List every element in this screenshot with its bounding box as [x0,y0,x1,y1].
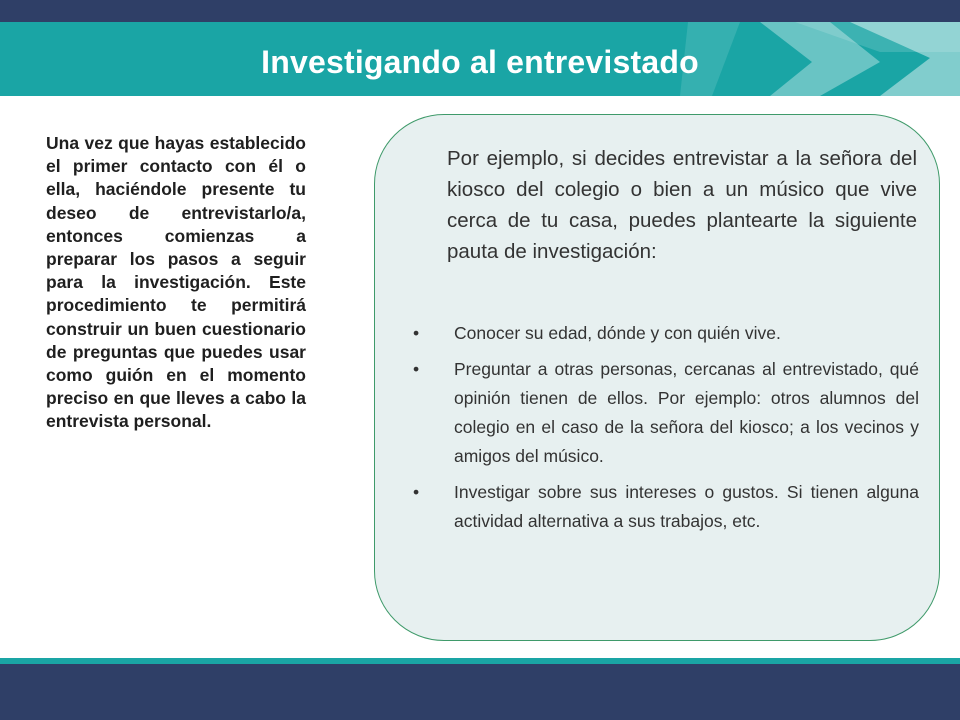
top-navy-bar [0,0,960,22]
bullet-icon: • [413,323,420,343]
bullet-icon: • [413,482,420,502]
list-item [413,319,919,348]
panel-intro-text: Por ejemplo, si decides entrevistar a la señora del kiosco del colegio o bien a un músico que vive cerca de tu casa, puedes plantearte la siguiente pauta de investigación: [447,147,917,263]
title-band [0,22,960,96]
research-guideline-list [413,319,919,543]
bullet-icon: • [413,359,420,379]
list-item [413,355,919,471]
list-item [413,478,919,536]
slide-title: Investigando al entrevistado [261,44,699,80]
example-panel [374,114,940,641]
left-paragraph: Una vez que hayas establecido el primer contacto con él o ella, haciéndole presente tu deseo de entrevistarlo/a, entonces comienzas a preparar los pasos a seguir para la investigación. Este procedimiento te permitirá construir un buen cuestionario de preguntas que puedes usar como guión en el momento preciso en que lleves a cabo la entrevista personal. [46,133,306,432]
list-item-text: Conocer su edad, dónde y con quién vive. [454,323,781,343]
list-item-text: Investigar sobre sus intereses o gustos. Si tienen alguna actividad alternativa a sus trabajos, etc. [454,482,919,531]
bottom-navy-bar [0,664,960,720]
list-item-text: Preguntar a otras personas, cercanas al entrevistado, qué opinión tienen de ellos. Por ejemplo: otros alumnos del colegio en el caso de la señora del kiosco; a los vecinos y amigos del músico. [454,359,919,466]
